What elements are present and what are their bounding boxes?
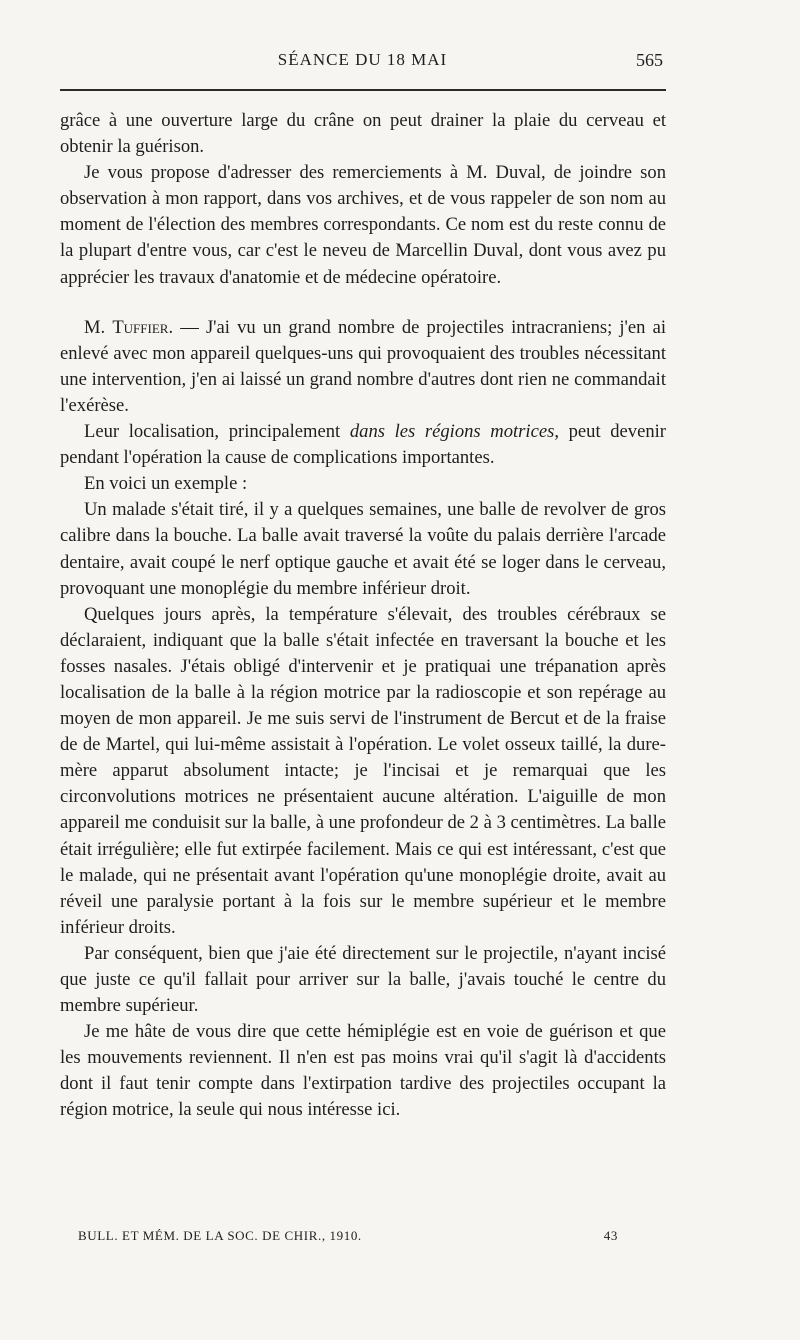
signature-mark: 43 [603,1228,618,1243]
paragraph: Par conséquent, bien que j'aie été directement sur le projectile, n'ayant incisé que juste ce qu'il fallait pour arriver sur la balle, j'avais touché le centre du membre supérieur. [60,942,666,1017]
paragraph: Quelques jours après, la température s'élevait, des troubles cérébraux se déclaraient, indiquant que la balle s'était infectée en traversant la bouche et les fosses nasales. J'étais obligé d'intervenir et je pratiquai une trépanation après localisation de la balle à la région motrice par la radioscopie et son repérage au moyen de mon appareil. Je me suis servi de l'instrument de Bercut et de la fraise de de Martel, qui lui-même assistait à l'opération. Le volet osseux taillé, la dure-mère apparut absolument intacte; je l'incisai et je remarquai que les circonvolutions motrices ne présentaient aucune altération. L'aiguille de mon appareil me conduisit sur la balle, à une profondeur de 2 à 3 centimètres. La balle était irrégulière; elle fut extirpée facilement. Mais ce qui est intéressant, c'est que le malade, qui ne présentait avant l'opération qu'une monoplégie droite, avait au réveil une paralysie portant à la fois sur le membre supérieur et le membre inférieur droits. [60,603,666,938]
italic-run: dans les régions motrices [349,421,555,443]
speaker-paragraph [60,315,666,419]
speaker-text: . — J'ai vu un grand nombre de projectiles intracraniens; j'en ai enlevé avec mon appareil quelques-uns qui provoquaient des troubles nécessitant une intervention, j'en ai laissé un grand nombre d'autres dont rien ne commandait l'exérèse. [60,316,666,416]
paragraph [60,419,666,471]
speaker-prefix: M. [84,316,113,338]
paragraph: Un malade s'était tiré, il y a quelques semaines, une balle de revolver de gros calibre dans la bouche. La balle avait traversé la voûte du palais derrière l'arcade dentaire, avait coupé le nerf optique gauche et avait été se loger dans le cerveau, provoquant une monoplégie du membre inférieur droit. [60,499,666,599]
running-title: SÉANCE DU 18 MAI [277,50,448,69]
speaker-name: Tuffier [112,316,169,338]
page-footer [78,1228,618,1248]
page-number: 565 [636,50,663,70]
header-rule [60,89,666,91]
paragraph: Je vous propose d'adresser des remerciements à M. Duval, de joindre son observation à mon rapport, dans vos archives, et de vous rappeler de son nom au moment de l'élection des membres correspondants. Ce nom est du reste connu de la plupart d'entre vous, car c'est le neveu de Marcellin Duval, dont vous avez pu apprécier les travaux d'anatomie et de médecine opératoire. [60,162,666,288]
paragraph: grâce à une ouverture large du crâne on peut drainer la plaie du cerveau et obtenir la guérison. [60,110,666,158]
text-run: , peut devenir pendant l'opération la cause de complications importantes. [60,421,666,469]
text-run: Leur localisation, principalement [84,421,350,443]
paragraph: Je me hâte de vous dire que cette hémiplégie est en voie de guérison et que les mouvements reviennent. Il n'en est pas moins vrai qu'il s'agit là d'accidents dont il faut tenir compte dans l'extirpation tardive des projectiles occupant la région motrice, la seule qui nous intéresse ici. [60,1021,666,1121]
journal-citation: BULL. ET MÉM. DE LA SOC. DE CHIR., 1910. [78,1228,362,1243]
page-body [60,108,666,1124]
paragraph: En voici un exemple : [84,473,248,495]
running-header [60,50,665,80]
